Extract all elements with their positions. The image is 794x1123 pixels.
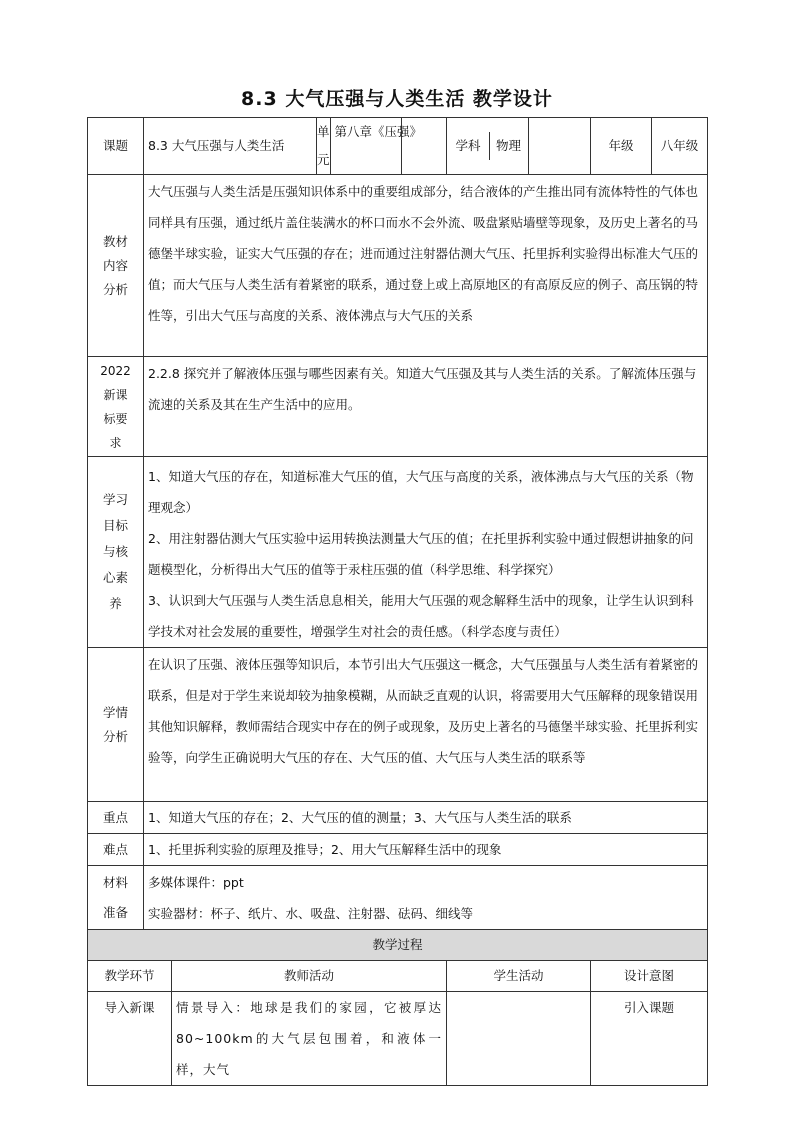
standard-label-3: 标要 bbox=[103, 411, 128, 426]
process-title: 教学过程 bbox=[88, 930, 708, 961]
analysis-label bbox=[88, 175, 144, 357]
materials-label-2: 准备 bbox=[102, 904, 128, 920]
grade-label: 年级 bbox=[591, 118, 652, 175]
process-purpose: 引入课题 bbox=[591, 992, 708, 1086]
standard-label-1: 2022 bbox=[100, 363, 131, 378]
course-label: 课题 bbox=[88, 118, 144, 175]
difficulties-label: 难点 bbox=[88, 834, 144, 866]
objectives-text bbox=[144, 457, 708, 648]
process-col-student: 学生活动 bbox=[447, 961, 591, 992]
subject-value-cont bbox=[529, 118, 591, 175]
materials-multimedia: 多媒体课件：ppt bbox=[148, 875, 244, 890]
students-text: 在认识了压强、液体压强等知识后，本节引出大气压强这一概念，大气压强虽与人类生活有着紧密的联系，但是对于学生来说却较为抽象模糊，从而缺乏直观的认识，将需要用大气压解释的现象错误用其他知识解释，教师需结合现实中存在的例子或现象，及历史上著名的马德堡半球实验、托里拆利实验等，向学生正确说明大气压的存在、大气压的值、大气压与人类生活的联系等 bbox=[144, 648, 708, 802]
subject-value: 物理 bbox=[496, 138, 522, 153]
analysis-label-2: 内容 bbox=[102, 257, 128, 273]
unit-value: 第八章《压强》 bbox=[334, 124, 423, 139]
analysis-text: 大气压强与人类生活是压强知识体系中的重要组成部分，结合液体的产生推出同有流体特性的气体也同样具有压强，通过纸片盖住装满水的杯口而水不会外流、吸盘紧贴墙壁等现象，及历史上著名的马德堡半球实验，证实大气压强的存在；进而通过注射器估测大气压、托里拆利实验得出标准大气压的值；而大气压与人类生活有着紧密的联系，通过登上或上高原地区的有高原反应的例子、高压锅的特性等，引出大气压与高度的关系、液体沸点与大气压的关系 bbox=[144, 175, 708, 357]
standard-row bbox=[88, 357, 708, 457]
students-label bbox=[88, 648, 144, 802]
header-row bbox=[88, 118, 708, 175]
page-title: 8.3 大气压强与人类生活 教学设计 bbox=[241, 88, 553, 110]
unit-label: 单元 bbox=[317, 118, 331, 174]
standard-label-2: 新课 bbox=[103, 387, 128, 402]
objectives-label-1: 学习 bbox=[102, 492, 128, 507]
analysis-label-3: 分析 bbox=[102, 281, 128, 297]
process-col-purpose: 设计意图 bbox=[591, 961, 708, 992]
objective-item: 1、知道大气压的存在，知道标准大气压的值，大气压与高度的关系，液体沸点与大气压的关系（物理观念） bbox=[148, 469, 694, 515]
lesson-plan-table bbox=[87, 117, 708, 1086]
process-teacher: 情景导入：地球是我们的家园，它被厚达80~100km的大气层包围着，和液体一样，大气 bbox=[172, 992, 447, 1086]
subject-label: 学科 bbox=[447, 132, 490, 160]
materials-label bbox=[88, 866, 144, 930]
objectives-label-5: 养 bbox=[109, 596, 122, 611]
process-stage: 导入新课 bbox=[88, 992, 172, 1086]
objective-item: 3、认识到大气压强与人类生活息息相关，能用大气压强的观念解释生活中的现象，让学生认识到科学技术对社会发展的重要性，增强学生对社会的责任感。（科学态度与责任） bbox=[148, 593, 694, 639]
key-points-row bbox=[88, 802, 708, 834]
process-title-row bbox=[88, 930, 708, 961]
objectives-label-2: 目标 bbox=[102, 518, 128, 533]
process-row bbox=[88, 992, 708, 1086]
materials-text bbox=[144, 866, 708, 930]
standard-label bbox=[88, 357, 144, 457]
materials-label-1: 材料 bbox=[102, 874, 128, 890]
objective-item: 2、用注射器估测大气压实验中运用转换法测量大气压的值；在托里拆利实验中通过假想讲抽象的问题模型化，分析得出大气压的值等于汞柱压强的值（科学思维、科学探究） bbox=[148, 531, 694, 577]
process-col-stage: 教学环节 bbox=[88, 961, 172, 992]
key-points-text: 1、知道大气压的存在；2、大气压的值的测量；3、大气压与人类生活的联系 bbox=[144, 802, 708, 834]
students-row bbox=[88, 648, 708, 802]
objectives-label bbox=[88, 457, 144, 648]
difficulties-row bbox=[88, 834, 708, 866]
objectives-label-4: 心素 bbox=[102, 570, 128, 585]
standard-label-4: 求 bbox=[109, 435, 122, 450]
key-points-label: 重点 bbox=[88, 802, 144, 834]
materials-row bbox=[88, 866, 708, 930]
unit-cell bbox=[317, 118, 423, 175]
process-col-teacher: 教师活动 bbox=[172, 961, 447, 992]
objectives-row bbox=[88, 457, 708, 648]
subject-cell bbox=[447, 118, 529, 175]
students-label-2: 分析 bbox=[102, 728, 128, 744]
difficulties-text: 1、托里拆利实验的原理及推导；2、用大气压解释生活中的现象 bbox=[144, 834, 708, 866]
standard-text: 2.2.8 探究并了解液体压强与哪些因素有关。知道大气压强及其与人类生活的关系。了解流体压强与流速的关系及其在生产生活中的应用。 bbox=[144, 357, 708, 457]
process-student bbox=[447, 992, 591, 1086]
course-value: 8.3 大气压强与人类生活 bbox=[144, 118, 317, 175]
process-header-row bbox=[88, 961, 708, 992]
analysis-label-1: 教材 bbox=[102, 233, 128, 249]
analysis-row bbox=[88, 175, 708, 357]
objectives-label-3: 与核 bbox=[102, 544, 128, 559]
students-label-1: 学情 bbox=[102, 704, 128, 720]
grade-value: 八年级 bbox=[652, 118, 708, 175]
materials-equipment: 实验器材：杯子、纸片、水、吸盘、注射器、砝码、细线等 bbox=[148, 906, 474, 921]
